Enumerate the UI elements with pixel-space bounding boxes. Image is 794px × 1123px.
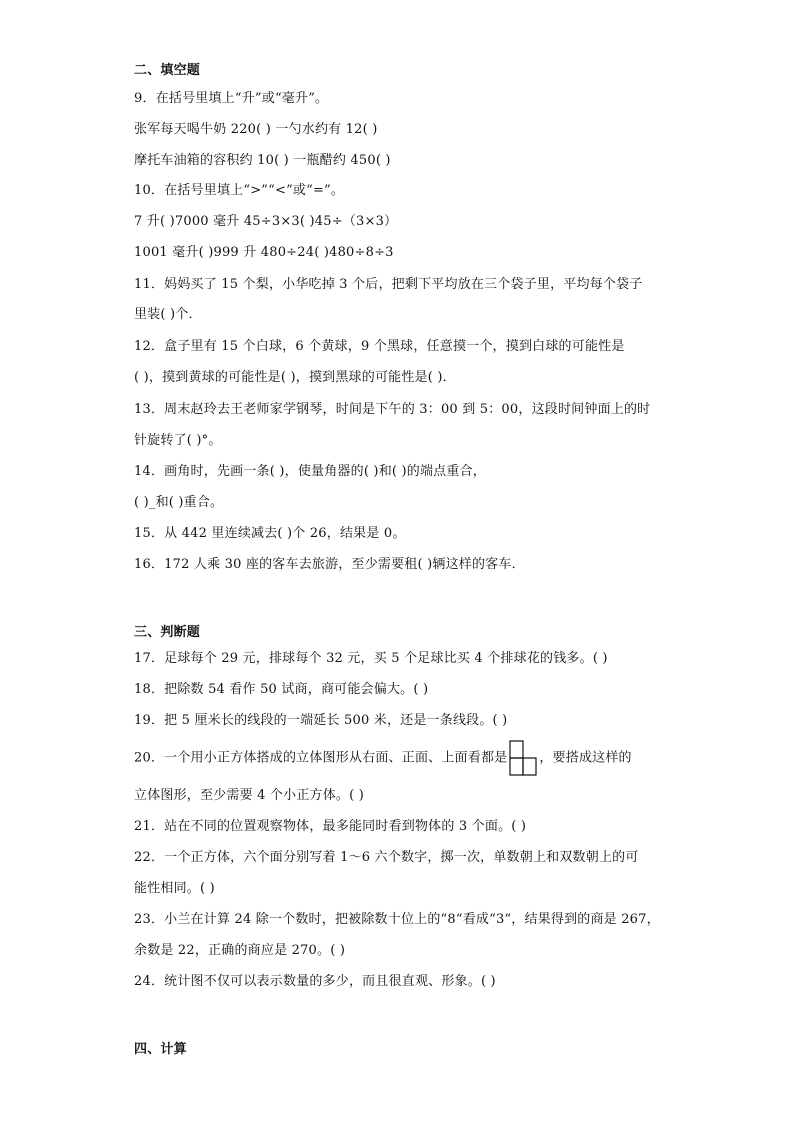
question-9-text: 9．在括号里填上“升”或“毫升”。 <box>134 91 329 106</box>
question-9-line-1: 张军每天喝牛奶 220( ) 一勺水约有 12( ) <box>134 122 378 137</box>
question-13-text: 13．周末赵玲去王老师家学钢琴，时间是下午的 3：00 到 5：00，这段时间钟面上的时 <box>134 402 651 417</box>
question-16-text: 16．172 人乘 30 座的客车去旅游，至少需要租( )辆这样的客车． <box>134 557 525 572</box>
question-18-text: 18．把除数 54 看作 50 试商，商可能会偏大。( ) <box>134 682 429 697</box>
question-20-line-2: 立体图形，至少需要 4 个小正方体。( ) <box>134 788 365 803</box>
question-22-line-2: 能性相同。( ) <box>134 881 215 896</box>
section-heading-fill: 二、填空题 <box>134 63 201 78</box>
question-12-line-2: ( )，摸到黄球的可能性是( )，摸到黑球的可能性是( )． <box>134 370 456 385</box>
question-13-line-2: 针旋转了( )°。 <box>134 433 222 448</box>
question-19-text: 19．把 5 厘米长的线段的一端延长 500 米，还是一条线段。( ) <box>134 713 508 728</box>
question-20-text <box>134 740 632 777</box>
question-20-after: ，要搭成这样的 <box>539 750 632 766</box>
question-23-line-2: 余数是 22，正确的商应是 270。( ) <box>134 943 346 958</box>
question-21-text: 21．站在不同的位置观察物体，最多能同时看到物体的 3 个面。( ) <box>134 819 527 834</box>
question-12-text: 12．盒子里有 15 个白球，6 个黄球，9 个黑球，任意摸一个，摸到白球的可能性是 <box>134 339 625 354</box>
question-22-text: 22．一个正方体，六个面分别写着 1～6 六个数字，掷一次，单数朝上和双数朝上的可 <box>134 850 639 865</box>
question-10-text: 10．在括号里填上“>”“<”或“=”。 <box>134 183 345 198</box>
question-20-before: 20．一个用小正方体搭成的立体图形从右面、正面、上面看都是 <box>134 750 508 766</box>
question-17-text: 17．足球每个 29 元，排球每个 32 元，买 5 个足球比买 4 个排球花的钱多。( ) <box>134 651 608 666</box>
question-15-text: 15．从 442 里连续减去( )个 26，结果是 0。 <box>134 526 406 541</box>
question-11-line-2: 里装( )个． <box>134 307 202 322</box>
three-square-view-icon <box>509 740 537 776</box>
question-14-line-2: ( )_和( )重合。 <box>134 495 224 510</box>
question-23-text: 23．小兰在计算 24 除一个数时，把被除数十位上的“8“看成“3“，结果得到的商是 267， <box>134 912 660 927</box>
question-10-line-2: 1001 毫升( )999 升 480÷24( )480÷8÷3 <box>134 245 394 260</box>
section-heading-calc: 四、计算 <box>134 1042 187 1057</box>
question-14-text: 14．画角时，先画一条( )，使量角器的( )和( )的端点重合， <box>134 464 486 479</box>
question-10-line-1: 7 升( )7000 毫升 45÷3×3( )45÷（3×3） <box>134 214 398 229</box>
question-24-text: 24．统计图不仅可以表示数量的多少，而且很直观、形象。( ) <box>134 974 496 989</box>
section-heading-judge: 三、判断题 <box>134 625 201 640</box>
question-9-line-2: 摩托车油箱的容积约 10( ) 一瓶醋约 450( ) <box>134 153 391 168</box>
question-11-text: 11．妈妈买了 15 个梨，小华吃掉 3 个后，把剩下平均放在三个袋子里，平均每个袋子 <box>134 277 643 292</box>
